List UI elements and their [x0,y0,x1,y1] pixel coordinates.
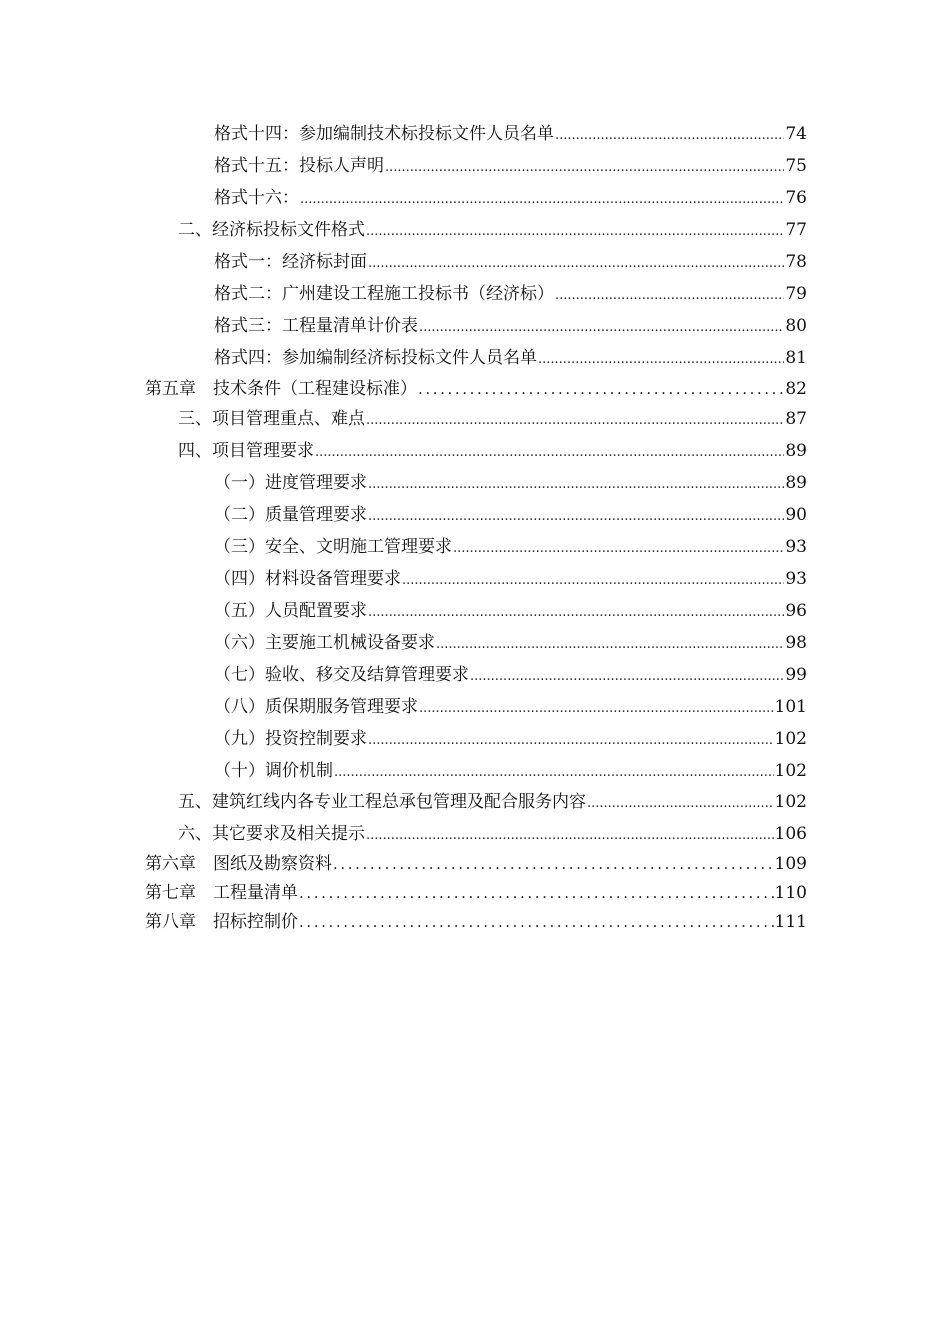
toc-leader-dots [555,123,784,149]
toc-entry-label: 第七章 工程量清单 [145,883,298,903]
toc-page-number: 101 [774,697,807,717]
toc-page-number: 102 [774,792,807,812]
toc-leader-dots [368,251,784,277]
toc-entry[interactable] [214,502,807,528]
toc-chapter-entry[interactable] [145,851,807,877]
toc-page-number: 93 [785,569,807,589]
toc-entry-label: （八）质保期服务管理要求 [214,697,418,717]
toc-entry-label: （三）安全、文明施工管理要求 [214,537,452,557]
toc-entry[interactable] [214,313,807,339]
toc-leader-dots [555,283,784,309]
toc-leader-dots [453,536,784,562]
toc-entry[interactable] [178,438,807,464]
toc-entry-label: 第五章 技术条件（工程建设标准） [145,379,417,399]
toc-entry[interactable] [214,185,807,211]
toc-entry[interactable] [214,281,807,307]
toc-page-number: 89 [785,441,807,461]
toc-page-number: 111 [774,912,807,932]
toc-leader-dots [368,728,774,754]
toc-entry[interactable] [214,598,807,624]
toc-entry-label: 格式十六： [214,188,299,208]
toc-entry-label: 格式四：参加编制经济标投标文件人员名单 [214,348,537,368]
toc-entry[interactable] [214,153,807,179]
toc-chapter-entry[interactable] [145,880,807,906]
toc-entry[interactable] [214,662,807,688]
toc-entry[interactable] [214,694,807,720]
toc-leader-dots [368,472,784,498]
toc-page-number: 90 [785,505,807,525]
toc-entry[interactable] [214,534,807,560]
toc-entry-label: 第六章 图纸及勘察资料 [145,854,332,874]
toc-entry-label: （二）质量管理要求 [214,505,367,525]
toc-entry-label: 格式一：经济标封面 [214,252,367,272]
toc-page-number: 98 [785,633,807,653]
toc-page-number: 74 [785,124,807,144]
toc-entry-label: （五）人员配置要求 [214,601,367,621]
toc-entry[interactable] [214,726,807,752]
toc-entry-label: 四、项目管理要求 [178,441,314,461]
toc-leader-dots [334,760,774,786]
toc-page-number: 77 [785,220,807,240]
toc-leader-dots [368,600,784,626]
toc-page-number: 96 [785,601,807,621]
toc-leader-dots [436,632,784,658]
toc-leader-dots [315,440,784,466]
toc-entry-label: 格式十四：参加编制技术标投标文件人员名单 [214,124,554,144]
toc-page-number: 75 [785,156,807,176]
toc-leader-dots [368,504,784,530]
toc-page-number: 99 [785,665,807,685]
toc-entry[interactable] [214,121,807,147]
toc-entry-label: 格式十五：投标人声明 [214,156,384,176]
toc-entry[interactable] [178,217,807,243]
toc-entry-label: （四）材料设备管理要求 [214,569,401,589]
toc-entry[interactable] [214,345,807,371]
toc-entry-label: 六、其它要求及相关提示 [178,824,365,844]
toc-entry[interactable] [214,249,807,275]
toc-entry-label: 三、项目管理重点、难点 [178,409,365,429]
toc-entry-label: 格式二：广州建设工程施工投标书（经济标） [214,284,554,304]
toc-page-number: 87 [785,409,807,429]
toc-page-number: 89 [785,473,807,493]
toc-leader-dots [366,219,784,245]
toc-entry-label: （十）调价机制 [214,761,333,781]
toc-leader-dots [299,909,774,935]
toc-leader-dots [419,696,774,722]
toc-entry-label: （七）验收、移交及结算管理要求 [214,665,469,685]
toc-leader-dots [470,664,784,690]
toc-leader-dots [587,791,774,817]
toc-entry[interactable] [178,406,807,432]
toc-entry[interactable] [178,789,807,815]
toc-page-number: 78 [785,252,807,272]
toc-page-number: 93 [785,537,807,557]
toc-entry-label: （九）投资控制要求 [214,729,367,749]
toc-page-number: 102 [774,761,807,781]
toc-entry-label: 五、建筑红线内各专业工程总承包管理及配合服务内容 [178,792,586,812]
toc-entry-label: （一）进度管理要求 [214,473,367,493]
toc-leader-dots [366,408,784,434]
toc-leader-dots [419,315,784,341]
toc-page-number: 82 [785,379,807,399]
toc-chapter-entry[interactable] [145,909,807,935]
toc-leader-dots [366,823,774,849]
toc-entry-label: 格式三：工程量清单计价表 [214,316,418,336]
toc-page-number: 109 [774,854,807,874]
toc-entry[interactable] [214,566,807,592]
toc-page-number: 76 [785,188,807,208]
toc-leader-dots [300,187,784,213]
toc-page-number: 102 [774,729,807,749]
toc-leader-dots [402,568,784,594]
toc-entry[interactable] [178,821,807,847]
toc-leader-dots [333,851,774,877]
toc-page-number: 79 [785,284,807,304]
toc-leader-dots [538,347,784,373]
toc-entry-label: 第八章 招标控制价 [145,912,298,932]
toc-page-number: 106 [774,824,807,844]
toc-leader-dots [418,376,784,402]
toc-leader-dots [299,880,774,906]
toc-entry-label: （六）主要施工机械设备要求 [214,633,435,653]
toc-page-number: 81 [785,348,807,368]
toc-page-number: 80 [785,316,807,336]
toc-entry[interactable] [214,630,807,656]
toc-entry-label: 二、经济标投标文件格式 [178,220,365,240]
toc-entry[interactable] [214,470,807,496]
toc-entry[interactable] [214,758,807,784]
toc-chapter-entry[interactable] [145,376,807,402]
toc-page-number: 110 [774,883,807,903]
toc-leader-dots [385,155,784,181]
